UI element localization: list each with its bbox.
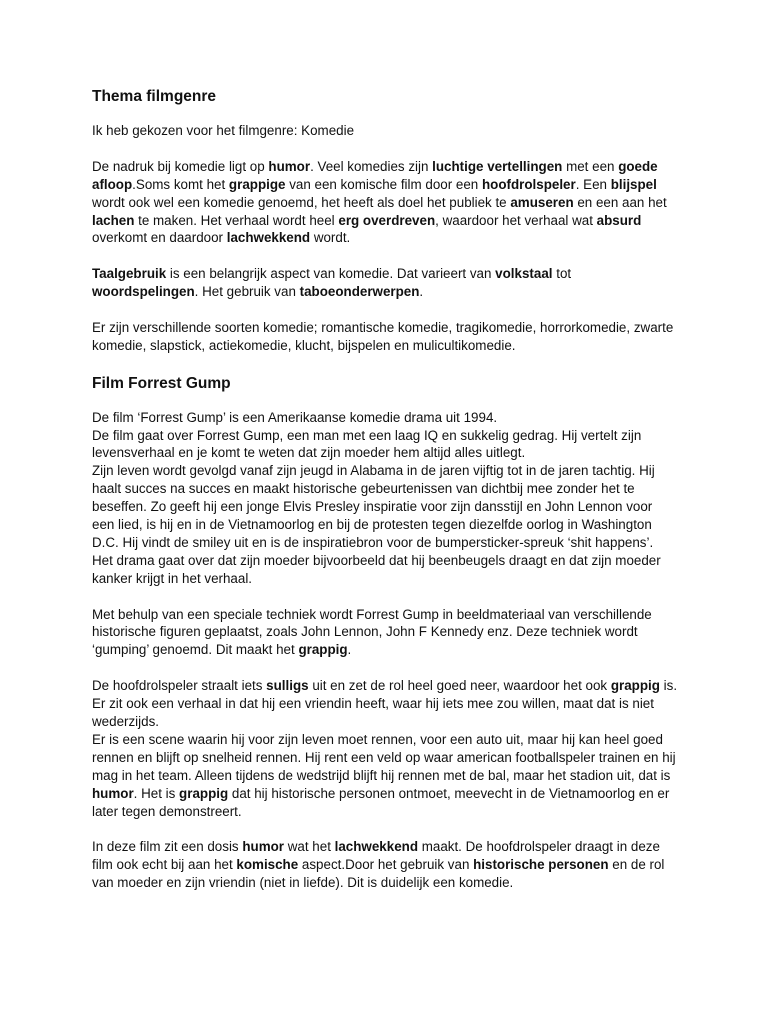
text-run: , waardoor het verhaal wat xyxy=(435,212,597,228)
film-line-3: Zijn leven wordt gevolgd vanaf zijn jeugd in Alabama in de jaren vijftig tot in de jaren tachtig. Hij haalt succes na succes en maakt historische gebeurtenissen van dichtbij mee zonder het te beseffen. Zo geeft hij een jonge Elvis Presley inspiratie voor zijn dansstijl en John Lennon voor een lied, is hij en in de Vietnamoorlog en bij de protesten tegen diezelfde oorlog in Washington D.C. Hij vindt de smiley uit en is de inspiratiebron voor de bumpersticker-spreuk ‘shit happens’. xyxy=(92,463,655,550)
text-run: van een komische film door een xyxy=(285,176,482,192)
film-line-2: De film gaat over Forrest Gump, een man met een laag IQ en sukkelig gedrag. Hij vertelt zijn levensverhaal en je komt te weten dat zijn moeder hem altijd alles uitlegt. xyxy=(92,427,642,461)
genre-paragraph-3: Er zijn verschillende soorten komedie; romantische komedie, tragikomedie, horrorkomedie, zwarte komedie, slapstick, actiekomedie, klucht, bijspelen en mulicultikomedie. xyxy=(92,319,674,353)
text-run: overkomt en daardoor xyxy=(92,230,227,246)
text-run: . Veel komedies zijn xyxy=(310,158,433,174)
text-run: wordt ook wel een komedie genoemd, het heeft als doel het publiek te xyxy=(92,194,511,210)
emphasis: taboeonderwerpen xyxy=(299,284,420,300)
text-run: De hoofdrolspeler straalt iets xyxy=(92,678,267,694)
text-run: uit en zet de rol heel goed neer, waardoor het ook xyxy=(308,678,611,694)
text-run: te maken. Het verhaal wordt heel xyxy=(134,212,339,228)
genre-paragraph-2 xyxy=(92,265,678,301)
text-run: en een aan het xyxy=(573,194,667,210)
emphasis: humor xyxy=(92,785,134,801)
emphasis: grappig xyxy=(610,678,660,694)
genre-paragraph-1 xyxy=(92,158,678,248)
emphasis: lachwekkend xyxy=(226,230,311,246)
emphasis: hoofdrolspeler xyxy=(481,176,576,192)
film-line-4: Het drama gaat over dat zijn moeder bijvoorbeeld dat hij beenbeugels draagt en dat zijn moeder kanker krijgt in het verhaal. xyxy=(92,552,661,586)
emphasis: humor xyxy=(242,839,285,855)
genre-intro: Ik heb gekozen voor het filmgenre: Komedie xyxy=(92,123,355,138)
text-run: De nadruk bij komedie ligt op xyxy=(92,158,269,174)
text-run: . Een xyxy=(575,176,611,192)
emphasis: volkstaal xyxy=(495,266,553,282)
text-run: Met behulp van een speciale techniek wordt Forrest Gump in beeldmateriaal van verschillende historische figuren geplaatst, zoals John Lennon, John F Kennedy enz. Deze techniek wordt ‘gumping’ genoemd. Dit maakt het xyxy=(92,606,652,658)
section-heading-film: Film Forrest Gump xyxy=(92,374,231,392)
section-heading-genre: Thema filmgenre xyxy=(92,88,217,105)
emphasis: goede afloop xyxy=(92,158,658,192)
text-run: . xyxy=(419,284,424,300)
emphasis: lachwekkend xyxy=(334,839,418,855)
text-run: tot xyxy=(552,266,572,282)
text-run: wordt. xyxy=(310,230,351,246)
text-run: maakt. De hoofdrolspeler draagt in deze film ook echt bij aan het xyxy=(92,839,660,873)
text-run: met een xyxy=(562,158,619,174)
text-run: is een belangrijk aspect van komedie. Dat varieert van xyxy=(166,266,496,282)
text-run: . Het gebruik van xyxy=(194,284,300,300)
emphasis: luchtige vertellingen xyxy=(432,158,563,174)
text-run: is. Er zit ook een verhaal in dat hij een vriendin heeft, waar hij iets mee zou willen, maat dat is niet wederzijds. xyxy=(92,678,678,729)
text-run: aspect.Door het gebruik van xyxy=(298,857,474,873)
emphasis: Taalgebruik xyxy=(92,266,167,282)
emphasis: komische xyxy=(236,857,299,873)
film-paragraph-running-scene xyxy=(92,731,678,821)
emphasis: grappig xyxy=(298,642,348,658)
emphasis: woordspelingen xyxy=(92,284,195,300)
emphasis: amuseren xyxy=(510,194,574,210)
emphasis: humor xyxy=(268,158,311,174)
text-run: Er is een scene waarin hij voor zijn leven moet rennen, voor een auto uit, maar hij kan heel goed rennen en blijft op snelheid rennen. Hij rent een veld op waar american footballspeler trainen en hij mag in het team. Alleen tijdens de wedstrijd blijft hij rennen met de bal, maar het stadion uit, dat is xyxy=(92,731,676,783)
emphasis: erg overdreven xyxy=(338,212,436,228)
film-line-1: De film ‘Forrest Gump’ is een Amerikaanse komedie drama uit 1994. xyxy=(92,409,498,425)
emphasis: grappig xyxy=(179,785,229,801)
text-run: . xyxy=(347,642,352,658)
text-run: wat het xyxy=(284,839,335,855)
text-run: . Het is xyxy=(133,785,180,801)
text-run: dat hij historische personen ontmoet, meevecht in de Vietnamoorlog en er later tegen demonstreert. xyxy=(92,785,670,819)
emphasis: lachen xyxy=(92,212,135,228)
emphasis: absurd xyxy=(596,212,642,228)
text-run: .Soms komt het xyxy=(132,176,229,192)
film-paragraph-gumping xyxy=(92,606,678,660)
emphasis: sulligs xyxy=(266,678,309,694)
film-paragraph-lead-actor xyxy=(92,677,678,731)
emphasis: grappige xyxy=(228,176,286,192)
emphasis: blijspel xyxy=(610,176,657,192)
emphasis: historische personen xyxy=(473,857,609,873)
text-run: en de rol van moeder en zijn vriendin (niet in liefde). Dit is duidelijk een komedie. xyxy=(92,857,665,891)
film-paragraph-conclusion xyxy=(92,838,678,892)
text-run: In deze film zit een dosis xyxy=(92,839,243,855)
